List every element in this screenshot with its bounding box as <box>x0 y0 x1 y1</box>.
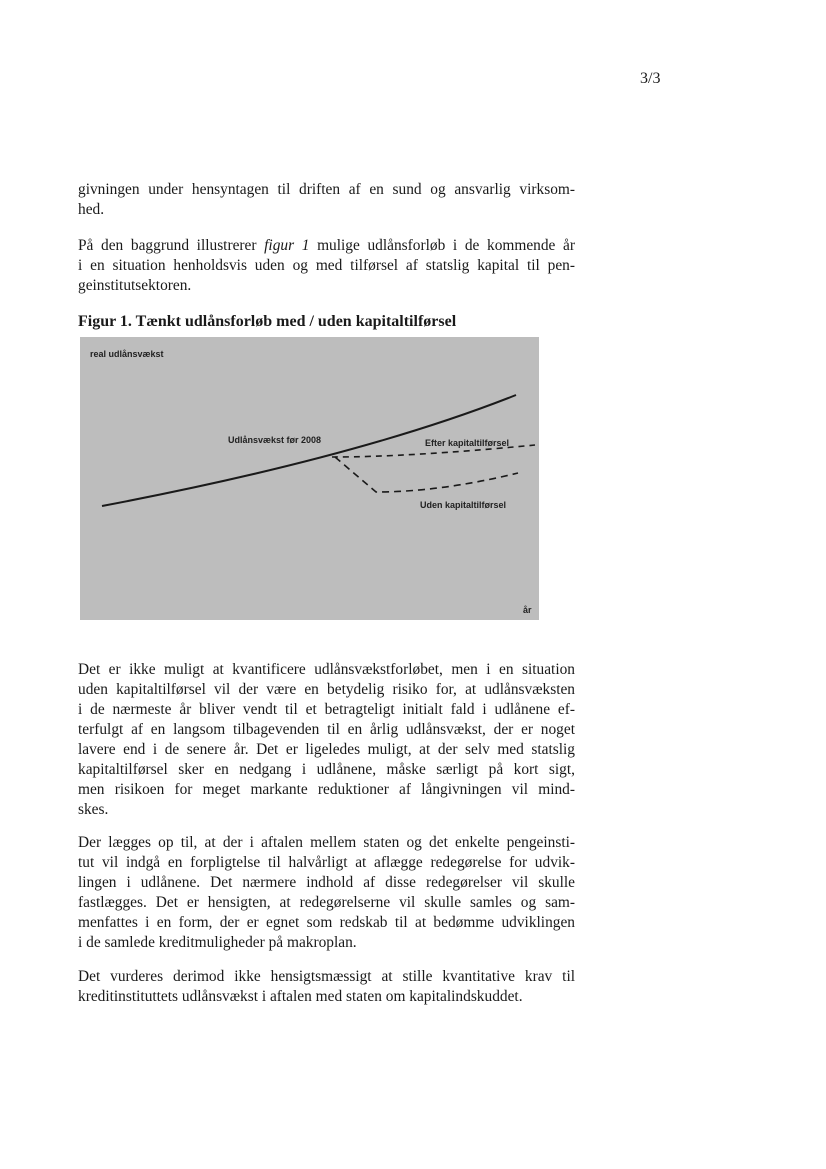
text-line: terfulgt af en langsom tilbagevenden til en årlig udlånsvækst, der er noget <box>78 721 575 738</box>
text-line: Der lægges op til, at der i aftalen mellem staten og det enkelte pengeinsti- <box>78 834 575 851</box>
text-line: men risikoen for meget markante reduktioner af långivningen vil mind- <box>78 781 575 798</box>
text-line: i de samlede kreditmuligheder på makroplan. <box>78 934 357 951</box>
paragraph-2 <box>78 236 575 296</box>
text-line: skes. <box>78 801 109 818</box>
text-line: lavere end i de senere år. Det er ligeledes muligt, at der selv med statslig <box>78 741 575 758</box>
text-line: hed. <box>78 201 105 218</box>
paragraph-5 <box>78 967 575 1007</box>
text-run: mulige udlånsforløb i de kommende år <box>309 237 575 254</box>
page-number: 3/3 <box>640 70 661 87</box>
paragraph-4 <box>78 833 575 953</box>
figure-reference: figur 1 <box>264 237 310 254</box>
text-line: uden kapitaltilførsel vil der være en betydelig risiko for, at udlånsvæksten <box>78 681 575 698</box>
y-axis-label: real udlånsvækst <box>90 349 164 359</box>
text-line: fastlægges. Det er hensigten, at redegørelserne vil skulle samles og sam- <box>78 894 575 911</box>
figure-1 <box>80 337 539 620</box>
text-line: Det vurderes derimod ikke hensigtsmæssigt at stille kvantitative krav til <box>78 968 575 985</box>
text-line: i de nærmeste år bliver vendt til et betragteligt initialt fald i udlånene ef- <box>78 701 575 718</box>
text-line: kapitaltilførsel sker en nedgang i udlånene, måske særligt på kort sigt, <box>78 761 575 778</box>
text-line: lingen i udlånene. Det nærmere indhold af disse redegørelser vil skulle <box>78 874 575 891</box>
line-without-capital <box>335 457 518 492</box>
text-line: givningen under hensyntagen til driften af en sund og ansvarlig virksom- <box>78 181 575 198</box>
label-with-capital: Efter kapitaltilførsel <box>425 438 510 448</box>
text-line: menfattes i en form, der er egnet som redskab til at bedømme udviklingen <box>78 914 575 931</box>
text-line: tut vil indgå en forpligtelse til halvårligt at aflægge redegørelse for udvik- <box>78 854 575 871</box>
line-before-2008 <box>102 395 516 506</box>
text-run: På den baggrund illustrerer <box>78 237 265 254</box>
figure-title: Figur 1. Tænkt udlånsforløb med / uden kapitaltilførsel <box>78 313 457 330</box>
text-line <box>78 236 575 256</box>
paragraph-3 <box>78 660 575 820</box>
x-axis-label: år <box>523 605 532 615</box>
text-line: kreditinstituttets udlånsvækst i aftalen med staten om kapitalindskuddet. <box>78 988 523 1005</box>
label-before-2008: Udlånsvækst før 2008 <box>228 435 322 445</box>
text-line: i en situation henholdsvis uden og med tilførsel af statslig kapital til pen- <box>78 257 575 274</box>
paragraph-1 <box>78 180 575 220</box>
figure-graphic <box>80 337 539 620</box>
text-line: Det er ikke muligt at kvantificere udlånsvækstforløbet, men i en situation <box>78 661 575 678</box>
label-without-capital: Uden kapitaltilførsel <box>420 500 507 510</box>
text-line: geinstitutsektoren. <box>78 277 192 294</box>
